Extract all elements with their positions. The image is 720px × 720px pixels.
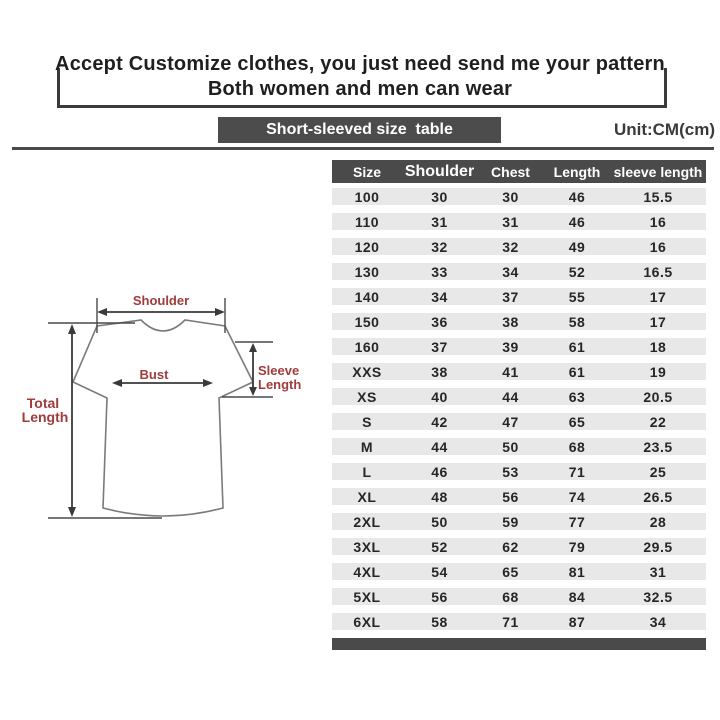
table-cell: 56 <box>502 488 519 505</box>
table-cell: 49 <box>568 238 586 255</box>
table-cell: 6XL <box>353 613 381 630</box>
table-cell: 61 <box>568 363 586 380</box>
table-cell: 52 <box>431 538 448 555</box>
table-cell: S <box>362 413 372 430</box>
shoulder-label: Shoulder <box>132 293 190 308</box>
column-header: Shoulder <box>404 162 475 180</box>
arrowhead-up-icon <box>68 324 76 334</box>
table-cell: 28 <box>649 513 667 530</box>
table-cell: 25 <box>649 463 667 480</box>
table-row <box>332 363 706 380</box>
table-cell: 38 <box>431 363 448 380</box>
table-cell: 2XL <box>353 513 381 530</box>
table-cell: 41 <box>502 363 519 380</box>
table-cell: 62 <box>502 538 519 555</box>
header-line-2: Both women and men can wear <box>207 78 513 100</box>
table-cell: 34 <box>431 288 448 305</box>
table-row <box>332 463 706 480</box>
table-cell: 84 <box>568 588 586 605</box>
table-cell: 29.5 <box>643 538 673 555</box>
table-cell: 100 <box>354 188 380 205</box>
table-cell: 74 <box>568 488 586 505</box>
table-cell: 65 <box>568 413 586 430</box>
bust-label: Bust <box>139 367 169 382</box>
table-cell: 5XL <box>353 588 381 605</box>
table-cell: 31 <box>649 563 667 580</box>
table-cell: 39 <box>502 338 519 355</box>
size-table-footer-bar <box>332 638 706 650</box>
table-cell: 120 <box>354 238 380 255</box>
table-row <box>332 588 706 605</box>
table-cell: XL <box>357 488 377 505</box>
total-length-label-line2: Length <box>21 409 69 425</box>
table-cell: 22 <box>649 413 667 430</box>
table-cell: 18 <box>649 338 667 355</box>
table-cell: 30 <box>502 188 519 205</box>
table-cell: 52 <box>568 263 586 280</box>
table-cell: 58 <box>568 313 586 330</box>
table-cell: 44 <box>502 388 519 405</box>
table-cell: 32 <box>502 238 519 255</box>
table-cell: 34 <box>649 613 667 630</box>
table-cell: 130 <box>354 263 380 280</box>
table-cell: 36 <box>431 313 448 330</box>
table-row <box>332 413 706 430</box>
table-cell: 58 <box>431 613 448 630</box>
table-cell: 150 <box>354 313 380 330</box>
table-cell: 20.5 <box>643 388 673 405</box>
table-cell: XXS <box>352 363 382 380</box>
table-row <box>332 238 706 255</box>
table-cell: 31 <box>431 213 448 230</box>
table-cell: 33 <box>431 263 448 280</box>
table-cell: 44 <box>431 438 448 455</box>
table-cell: 71 <box>502 613 519 630</box>
table-cell: 160 <box>354 338 380 355</box>
table-row <box>332 188 706 205</box>
table-row <box>332 263 706 280</box>
table-cell: 17 <box>649 288 667 305</box>
table-cell: 110 <box>354 213 380 230</box>
table-row <box>332 563 706 580</box>
total-length-label-line1: Total <box>26 395 60 411</box>
table-cell: 3XL <box>353 538 381 555</box>
table-row <box>332 313 706 330</box>
table-row <box>332 388 706 405</box>
arrowhead-down-icon <box>68 507 76 517</box>
table-cell: 37 <box>502 288 519 305</box>
arrowhead-right-icon <box>215 308 225 316</box>
table-cell: 68 <box>568 438 586 455</box>
arrowhead-left-icon <box>97 308 107 316</box>
table-cell: 16.5 <box>643 263 673 280</box>
table-cell: M <box>360 438 374 455</box>
table-cell: 56 <box>431 588 448 605</box>
tshirt-outline-icon <box>73 320 253 516</box>
size-table-body <box>332 188 706 630</box>
table-cell: 79 <box>568 538 586 555</box>
table-cell: 32.5 <box>643 588 673 605</box>
table-cell: 37 <box>431 338 448 355</box>
section-title-bar: Short-sleeved size table <box>218 117 501 143</box>
table-cell: 34 <box>502 263 519 280</box>
column-header: sleeve length <box>613 163 703 180</box>
table-row <box>332 288 706 305</box>
table-cell: L <box>362 463 372 480</box>
table-cell: 46 <box>431 463 448 480</box>
arrowhead-down-icon <box>249 387 257 396</box>
table-cell: 46 <box>568 213 586 230</box>
column-header: Length <box>553 163 601 180</box>
table-row <box>332 338 706 355</box>
table-cell: 40 <box>431 388 448 405</box>
header-line-1: Accept Customize clothes, you just need send me your pattern <box>55 53 665 75</box>
table-cell: 32 <box>431 238 448 255</box>
table-cell: 30 <box>431 188 448 205</box>
tshirt-measurement-diagram <box>15 280 315 550</box>
table-cell: 31 <box>502 213 519 230</box>
table-cell: 54 <box>431 563 448 580</box>
table-cell: 87 <box>568 613 586 630</box>
table-cell: 65 <box>502 563 519 580</box>
table-row <box>332 488 706 505</box>
table-cell: 4XL <box>353 563 381 580</box>
table-cell: 71 <box>568 463 586 480</box>
column-header: Size <box>352 163 381 180</box>
sleeve-length-label-line2: Length <box>258 377 302 392</box>
table-cell: 68 <box>502 588 519 605</box>
table-cell: 16 <box>649 213 667 230</box>
table-cell: 50 <box>431 513 448 530</box>
unit-label: Unit:CM(cm) <box>613 120 715 139</box>
table-cell: 16 <box>649 238 667 255</box>
table-cell: 77 <box>568 513 586 530</box>
table-cell: XS <box>357 388 377 405</box>
table-cell: 46 <box>568 188 586 205</box>
table-cell: 26.5 <box>643 488 673 505</box>
table-cell: 140 <box>354 288 380 305</box>
column-header: Chest <box>491 163 530 180</box>
size-table <box>332 160 706 650</box>
table-cell: 23.5 <box>643 438 673 455</box>
table-cell: 59 <box>502 513 519 530</box>
table-row <box>332 538 706 555</box>
table-cell: 81 <box>568 563 586 580</box>
table-cell: 55 <box>568 288 586 305</box>
size-table-header <box>332 160 706 183</box>
table-row <box>332 213 706 230</box>
table-cell: 53 <box>502 463 519 480</box>
table-cell: 50 <box>502 438 519 455</box>
table-cell: 17 <box>649 313 667 330</box>
table-row <box>332 613 706 630</box>
divider-line <box>12 147 714 150</box>
table-cell: 47 <box>502 413 519 430</box>
table-cell: 15.5 <box>643 188 673 205</box>
table-cell: 61 <box>568 338 586 355</box>
arrowhead-up-icon <box>249 343 257 352</box>
table-row <box>332 513 706 530</box>
table-cell: 48 <box>431 488 448 505</box>
sleeve-length-label-line1: Sleeve <box>258 363 300 378</box>
table-row <box>332 438 706 455</box>
tshirt-diagram-svg <box>15 280 315 550</box>
table-cell: 42 <box>431 413 448 430</box>
table-cell: 63 <box>568 388 586 405</box>
table-cell: 19 <box>649 363 667 380</box>
table-cell: 38 <box>502 313 519 330</box>
